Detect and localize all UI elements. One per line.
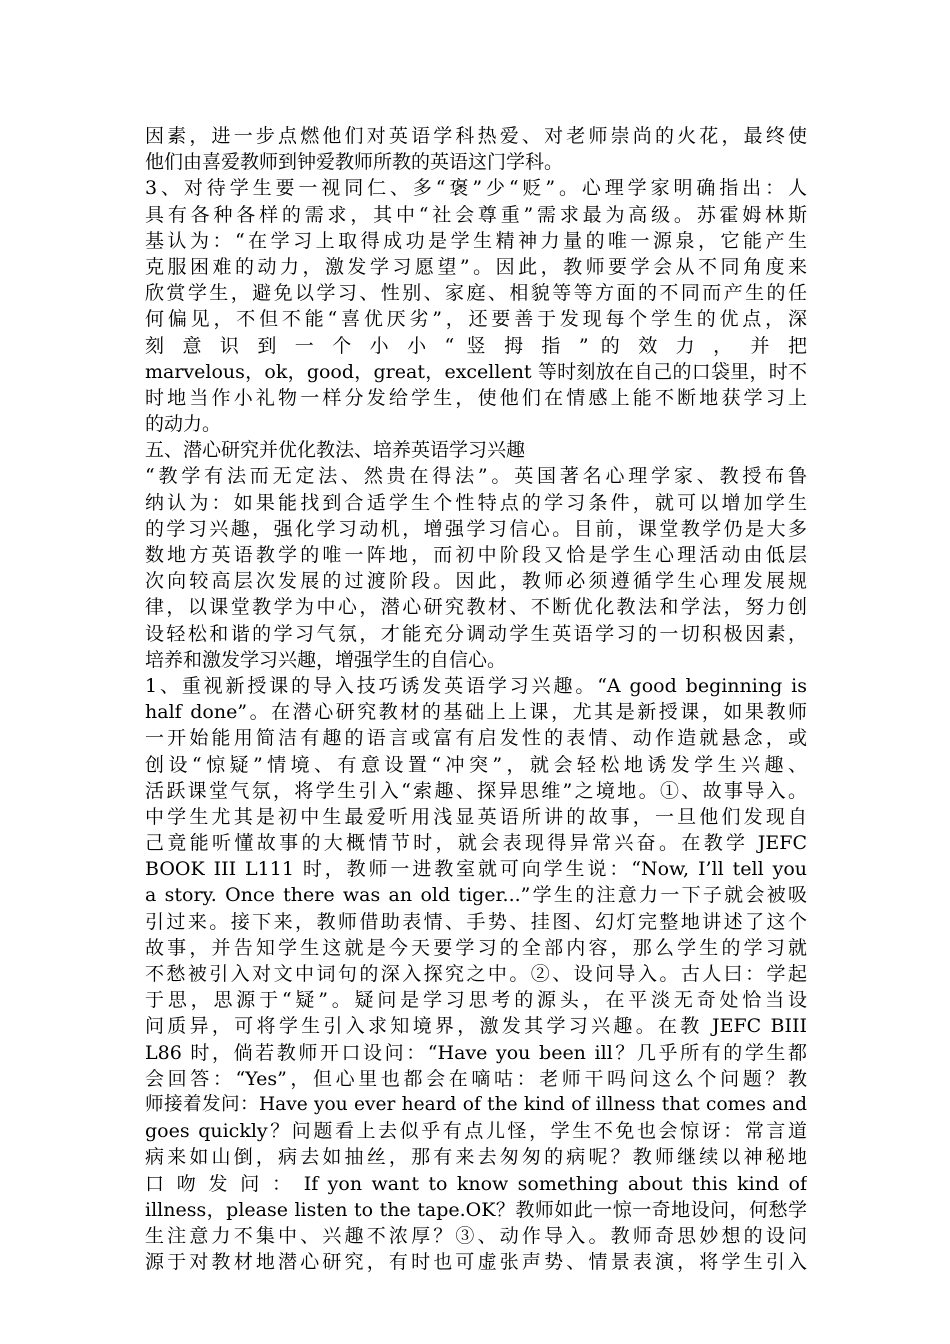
text-line: 他们由喜爱教师到钟爱教师所教的英语这门学科。 [145, 151, 564, 174]
text-line: BOOK III L111 时，教师一进教室就可向学生说：“Now, I’ll tell you [145, 858, 807, 881]
text-line: 的学习兴趣，强化学习动机，增强学习信心。目前，课堂教学仍是大多 [145, 517, 807, 540]
text-line: marvelous，ok，good，great，excellent 等时刻放在自己的口袋里，时不 [145, 360, 807, 383]
text-line: 培养和激发学习兴趣，增强学生的自信心。 [145, 648, 507, 671]
text-line: “教学有法而无定法、然贵在得法”。英国著名心理学家、教授布鲁 [145, 465, 807, 488]
text-line: 的动力。 [145, 413, 222, 436]
text-line: 设轻松和谐的学习气氛，才能充分调动学生英语学习的一切积极因素， [145, 622, 807, 645]
text-line: 1、重视新授课的导入技巧诱发英语学习兴趣。“A good beginning is [145, 674, 807, 697]
text-line: 故事，并告知学生这就是今天要学习的全部内容，那么学生的学习就 [145, 936, 807, 959]
text-line: 次向较高层次发展的过渡阶段。因此，教师必须遵循学生心理发展规 [145, 570, 807, 593]
text-line: 数地方英语教学的唯一阵地，而初中阶段又恰是学生心理活动由低层 [145, 544, 807, 566]
text-line: 具有各种各样的需求，其中“社会尊重”需求最为高级。苏霍姆林斯 [145, 203, 807, 226]
text-line: 律，以课堂教学为中心，潜心研究教材、不断优化教法和学法，努力创 [145, 596, 807, 619]
text-line: 口 吻 发 问 ： If yon want to know something about this kind of [145, 1172, 807, 1195]
section-heading [145, 437, 807, 463]
text-line: goes quickly？问题看上去似乎有点儿怪，学生不免也会惊讶：常言道 [145, 1120, 807, 1143]
text-line: 时地当作小礼物一样分发给学生，使他们在情感上能不断地获学习上 [145, 386, 807, 409]
text-line: 基认为：“在学习上取得成功是学生精神力量的唯一源泉，它能产生 [145, 229, 807, 252]
text-line: 病来如山倒，病去如抽丝，那有来去匆匆的病呢？教师继续以神秘地 [145, 1146, 807, 1169]
text-line: 3、对待学生要一视同仁、多“褒”少“贬”。心理学家明确指出：人 [145, 177, 807, 200]
text-line: 引过来。接下来，教师借助表情、手势、挂图、幻灯完整地讲述了这个 [145, 910, 807, 933]
text-line: a story. Once there was an old tiger...”学生的注意力一下子就会被吸 [145, 884, 807, 907]
text-line: 刻 意 识 到 一 个 小 小 “ 竖 拇 指 ” 的 效 力 ， 并 把 [145, 334, 807, 357]
text-line: 生注意力不集中、兴趣不浓厚？③、动作导入。教师奇思妙想的设问 [145, 1224, 807, 1247]
text-line: 纳认为：如果能找到合适学生个性特点的学习条件，就可以增加学生 [145, 491, 807, 514]
text-line: 一开始能用简洁有趣的语言或富有启发性的表情、动作造就悬念，或 [145, 727, 807, 750]
text-line: 因素，进一步点燃他们对英语学科热爱、对老师崇尚的火花，最终使 [145, 125, 807, 147]
text-line: 活跃课堂气氛，将学生引入“索趣、探异思维”之境地。①、故事导入。 [145, 779, 807, 802]
document-body [145, 123, 807, 1275]
section-heading-text: 五、潜心研究并优化教法、培养英语学习兴趣 [145, 439, 526, 462]
text-line: 问质异，可将学生引入求知境界，激发其学习兴趣。在教 JEFC BIII [145, 1015, 807, 1038]
text-line: 不愁被引入对文中词句的深入探究之中。②、设问导入。古人曰：学起 [145, 963, 807, 985]
text-line: 中学生尤其是初中生最爱听用浅显英语所讲的故事，一旦他们发现自 [145, 805, 807, 828]
text-line: illness，please listen to the tape.OK？教师如此一惊一奇地设问，何愁学 [145, 1198, 807, 1221]
text-line: 创设“惊疑”情境、有意设置“冲突”，就会轻松地诱发学生兴趣、 [145, 753, 807, 776]
text-line: 欣赏学生，避免以学习、性别、家庭、相貌等等方面的不同而产生的任 [145, 282, 807, 305]
text-line: half done”。在潜心研究教材的基础上上课，尤其是新授课，如果教师 [145, 701, 807, 724]
text-line: 会回答：“Yes”，但心里也都会在嘀咕：老师干吗问这么个问题？教 [145, 1067, 807, 1090]
text-line: 于思，思源于“疑”。疑问是学习思考的源头，在平淡无奇处恰当设 [145, 989, 807, 1012]
paragraph-section-intro [145, 463, 807, 673]
paragraph-intro-continuation [145, 123, 807, 175]
text-line: 何偏见，不但不能“喜优厌劣”，还要善于发现每个学生的优点，深 [145, 308, 807, 331]
text-line: 源于对教材地潜心研究，有时也可虚张声势、情景表演，将学生引入 [145, 1251, 807, 1274]
paragraph-point-1 [145, 673, 807, 1275]
text-line: 己竟能听懂故事的大概情节时，就会表现得异常兴奋。在教学 JEFC [145, 832, 807, 855]
text-line: 师接着发问：Have you ever heard of the kind of illness that comes and [145, 1093, 807, 1115]
paragraph-point-3 [145, 175, 807, 437]
text-line: L86 时，倘若教师开口设问：“Have you been ill？几乎所有的学生都 [145, 1041, 807, 1064]
text-line: 克服困难的动力，激发学习愿望”。因此，教师要学会从不同角度来 [145, 255, 807, 278]
